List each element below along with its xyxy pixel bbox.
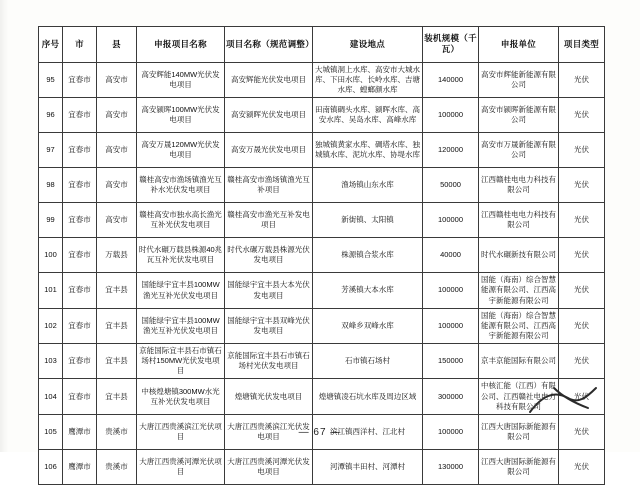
column-header-apply-name: 申报项目名称 (137, 27, 225, 63)
cell-county: 高安市 (97, 133, 137, 168)
cell-unit: 高安市万晟新能源有限公司 (479, 133, 559, 168)
cell-type: 光伏 (559, 273, 605, 308)
cell-unit: 国能（海南）综合智慧能源有限公司、江西高宇新能源有限公司 (479, 273, 559, 308)
cell-county: 宜丰县 (97, 308, 137, 343)
table-row (39, 344, 605, 379)
cell-city: 宜春市 (63, 379, 97, 414)
cell-type: 光伏 (559, 203, 605, 238)
column-header-unit: 申报单位 (479, 27, 559, 63)
cell-city: 宜春市 (63, 168, 97, 203)
column-header-seq: 序号 (39, 27, 63, 63)
cell-project-name: 高安辉能光伏发电项目 (225, 62, 313, 97)
cell-project-name: 大唐江西贵溪滨江光伏发电项目 (225, 414, 313, 449)
cell-county: 万载县 (97, 238, 137, 273)
table-row (39, 98, 605, 133)
project-table-container (38, 26, 604, 485)
cell-type: 光伏 (559, 308, 605, 343)
cell-capacity: 100000 (423, 308, 479, 343)
cell-capacity: 140000 (423, 62, 479, 97)
cell-county: 高安市 (97, 98, 137, 133)
cell-type: 光伏 (559, 414, 605, 449)
table-row (39, 379, 605, 414)
cell-site: 渔场镇山东水库 (313, 168, 423, 203)
cell-apply-name: 时代水碾万载县株源40兆瓦互补光伏发电项目 (137, 238, 225, 273)
cell-seq: 102 (39, 308, 63, 343)
cell-site: 河潭镇丰田村、河潭村 (313, 449, 423, 484)
table-header (39, 27, 605, 63)
column-header-type: 项目类型 (559, 27, 605, 63)
cell-type: 光伏 (559, 98, 605, 133)
cell-city: 宜春市 (63, 133, 97, 168)
cell-unit: 时代水碾新技有限公司 (479, 238, 559, 273)
column-header-project-name: 项目名称（规范调整） (225, 27, 313, 63)
cell-project-name: 高安颍晖光伏发电项目 (225, 98, 313, 133)
cell-unit: 江西赣桂电电力科技有限公司 (479, 168, 559, 203)
cell-site: 独城镇黄家水库、碉塔水库、独城镇水库、泥坑水库、协堤水库 (313, 133, 423, 168)
cell-project-name: 赣桂高安市渔场镇渔光互补项目 (225, 168, 313, 203)
cell-city: 鹰潭市 (63, 449, 97, 484)
cell-seq: 101 (39, 273, 63, 308)
cell-county: 宜丰县 (97, 344, 137, 379)
cell-site: 双峰乡双峰水库 (313, 308, 423, 343)
table-row (39, 308, 605, 343)
column-header-capacity: 装机规模（千瓦） (423, 27, 479, 63)
cell-city: 宜春市 (63, 62, 97, 97)
cell-project-name: 国能绿宇宜丰县双峰光伏发电项目 (225, 308, 313, 343)
cell-apply-name: 赣桂高安市独水高长渔光互补光伏发电项目 (137, 203, 225, 238)
cell-site: 新街镇、太阳镇 (313, 203, 423, 238)
table-row (39, 238, 605, 273)
cell-county: 宜丰县 (97, 379, 137, 414)
table-row (39, 133, 605, 168)
cell-apply-name: 高安万晟120MW光伏发电项目 (137, 133, 225, 168)
cell-unit: 京丰京能国际有限公司 (479, 344, 559, 379)
table-header-row (39, 27, 605, 63)
cell-city: 宜春市 (63, 238, 97, 273)
cell-seq: 105 (39, 414, 63, 449)
cell-apply-name: 大唐江西贵溪滨江光伏项目 (137, 414, 225, 449)
table-row (39, 168, 605, 203)
column-header-city: 市 (63, 27, 97, 63)
table-row (39, 203, 605, 238)
cell-county: 高安市 (97, 203, 137, 238)
column-header-site: 建设地点 (313, 27, 423, 63)
cell-type: 光伏 (559, 238, 605, 273)
cell-project-name: 时代水碾万载县株源光伏发电项目 (225, 238, 313, 273)
cell-seq: 97 (39, 133, 63, 168)
cell-city: 宜春市 (63, 344, 97, 379)
cell-project-name: 国能绿宇宜丰县大本光伏发电项目 (225, 273, 313, 308)
cell-site: 株源镇合浆水库 (313, 238, 423, 273)
cell-unit: 江西大唐国际新能源有限公司 (479, 449, 559, 484)
table-body (39, 62, 605, 484)
cell-capacity: 130000 (423, 449, 479, 484)
cell-apply-name: 高安颍晖100MW光伏发电项目 (137, 98, 225, 133)
cell-apply-name: 高安辉能140MW光伏发电项目 (137, 62, 225, 97)
cell-seq: 106 (39, 449, 63, 484)
column-header-county: 县 (97, 27, 137, 63)
page-number: — 67 — (298, 427, 342, 438)
cell-county: 宜丰县 (97, 273, 137, 308)
cell-site: 煌塘镇凌石坑水库及周边区域 (313, 379, 423, 414)
cell-site: 芳溪镇大本水库 (313, 273, 423, 308)
cell-site: 大城镇洞上水库、高安市大城水库、下田水库、长岭水库、吉塘水库、螳螂颜水库 (313, 62, 423, 97)
cell-city: 鹰潭市 (63, 414, 97, 449)
cell-apply-name: 赣桂高安市渔场镇渔光互补水光伏发电项目 (137, 168, 225, 203)
cell-project-name: 京能国际宜丰县石市镇石场村光伏发电项目 (225, 344, 313, 379)
cell-seq: 98 (39, 168, 63, 203)
cell-capacity: 100000 (423, 414, 479, 449)
cell-seq: 96 (39, 98, 63, 133)
cell-capacity: 300000 (423, 379, 479, 414)
cell-seq: 95 (39, 62, 63, 97)
cell-county: 贵溪市 (97, 414, 137, 449)
cell-capacity: 120000 (423, 133, 479, 168)
cell-type: 光伏 (559, 62, 605, 97)
cell-apply-name: 大唐江西贵溪河潭光伏项目 (137, 449, 225, 484)
cell-apply-name: 京能国际宜丰县石市镇石场村150MW光伏发电项目 (137, 344, 225, 379)
cell-type: 光伏 (559, 379, 605, 414)
cell-capacity: 100000 (423, 98, 479, 133)
cell-unit: 江西大唐国际新能源有限公司 (479, 414, 559, 449)
cell-unit: 高安市辉能新能源有限公司 (479, 62, 559, 97)
cell-capacity: 150000 (423, 344, 479, 379)
cell-project-name: 煌塘镇光伏发电项目 (225, 379, 313, 414)
table-row (39, 449, 605, 484)
cell-apply-name: 中核煌塘镇300MW水光互补光伏发电项目 (137, 379, 225, 414)
cell-city: 宜春市 (63, 308, 97, 343)
cell-county: 高安市 (97, 168, 137, 203)
page-edge-shadow (0, 0, 8, 452)
cell-city: 宜春市 (63, 98, 97, 133)
cell-seq: 103 (39, 344, 63, 379)
cell-seq: 99 (39, 203, 63, 238)
cell-site: 田南镇碉头水库、颍晖水库、高安水库、吴岛水库、高峰水库 (313, 98, 423, 133)
cell-type: 光伏 (559, 344, 605, 379)
cell-type: 光伏 (559, 449, 605, 484)
cell-capacity: 100000 (423, 203, 479, 238)
cell-county: 高安市 (97, 62, 137, 97)
cell-project-name: 高安万晟光伏发电项目 (225, 133, 313, 168)
project-table (38, 26, 605, 485)
cell-city: 宜春市 (63, 203, 97, 238)
cell-apply-name: 国能绿宇宜丰县100MW渔光互补光伏发电项目 (137, 273, 225, 308)
cell-seq: 104 (39, 379, 63, 414)
cell-apply-name: 国能绿宇宜丰县100MW渔光互补光伏发电项目 (137, 308, 225, 343)
cell-unit: 中核汇能（江西）有限公司、江西赣社电电力科技有限公司 (479, 379, 559, 414)
cell-type: 光伏 (559, 168, 605, 203)
table-row (39, 62, 605, 97)
cell-capacity: 50000 (423, 168, 479, 203)
cell-project-name: 赣桂高安市渔光互补发电项目 (225, 203, 313, 238)
cell-unit: 高安市颍晖新能源有限公司 (479, 98, 559, 133)
cell-capacity: 40000 (423, 238, 479, 273)
cell-city: 宜春市 (63, 273, 97, 308)
table-row (39, 273, 605, 308)
cell-site: 石市镇石场村 (313, 344, 423, 379)
cell-unit: 江西赣桂电电力科技有限公司 (479, 203, 559, 238)
cell-site: 滨江镇西洋村、江北村 (313, 414, 423, 449)
cell-capacity: 100000 (423, 273, 479, 308)
cell-county: 贵溪市 (97, 449, 137, 484)
cell-project-name: 大唐江西贵溪河潭光伏发电项目 (225, 449, 313, 484)
cell-unit: 国能（海南）综合智慧能源有限公司、江西高宇新能源有限公司 (479, 308, 559, 343)
cell-type: 光伏 (559, 133, 605, 168)
cell-seq: 100 (39, 238, 63, 273)
